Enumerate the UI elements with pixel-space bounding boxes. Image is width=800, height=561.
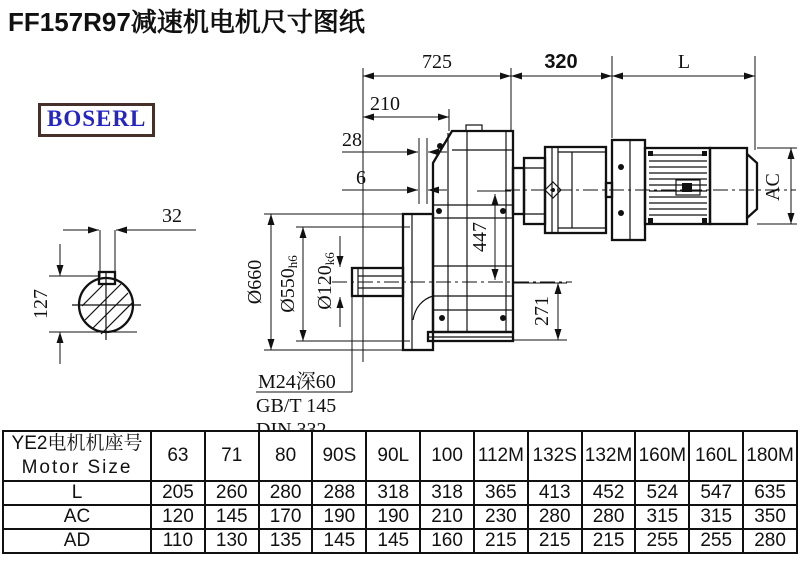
table-cell: 260 [205,481,259,505]
table-cell: 145 [205,505,259,529]
table-cell: 280 [743,529,797,553]
header-cn: YE2电机机座号 [11,433,143,455]
dimension-label-32: 32 [162,205,182,227]
table-cell: 215 [474,529,528,553]
table-row [3,481,797,505]
note-gb-standard: GB/T 145 [256,395,337,417]
dimension-label-6: 6 [356,167,366,189]
row-label-AD: AD [3,529,151,553]
table-cell: 135 [259,529,313,553]
row-label-L: L [3,481,151,505]
row-label-AC: AC [3,505,151,529]
dimension-label-210: 210 [370,93,400,115]
table-cell: 210 [420,505,474,529]
table-cell: 318 [420,481,474,505]
table-cell: 315 [635,505,689,529]
table-cell: 318 [366,481,420,505]
table-cell: 288 [312,481,366,505]
table-header-cell: 63 [151,431,205,481]
table-cell: 635 [743,481,797,505]
table-cell: 280 [528,505,582,529]
table-cell: 315 [689,505,743,529]
dimension-32 [63,205,196,277]
table-cell: 547 [689,481,743,505]
dimension-label-725: 725 [422,51,452,73]
table-header-cell: 160M [635,431,689,481]
dia550-tolerance: h6 [285,255,300,269]
header-en: Motor Size [21,457,133,478]
table-cell: 190 [366,505,420,529]
table-header-cell: 100 [420,431,474,481]
table-row [3,529,797,553]
dimension-label-320: 320 [544,51,578,73]
motor-size-table [2,430,798,554]
table-cell: 190 [312,505,366,529]
table-header-cell: 132S [528,431,582,481]
motor-rear-cap [710,148,747,224]
shaft-section-view [30,205,196,364]
table-cell: 110 [151,529,205,553]
dimension-label-dia660: Ø660 [244,259,266,305]
table-cell: 170 [259,505,313,529]
table-cell: 524 [635,481,689,505]
table-header-motor-size [3,431,151,481]
dia120-value: Ø120 [314,265,336,310]
table-cell: 120 [151,505,205,529]
table-cell: 255 [689,529,743,553]
table-cell: 350 [743,505,797,529]
dimension-annotations [244,51,797,441]
brand-logo-text: BOSERL [47,106,147,131]
table-cell: 365 [474,481,528,505]
table-cell: 205 [151,481,205,505]
dimension-label-L: L [677,51,691,73]
dia120-tolerance: k6 [322,252,337,266]
table-cell: 413 [528,481,582,505]
table-cell: 160 [420,529,474,553]
table-header-cell: 90L [366,431,420,481]
table-cell: 145 [312,529,366,553]
dimension-label-dia120 [314,252,337,310]
table-cell: 280 [582,505,636,529]
dimension-label-AC: AC [762,173,784,201]
table-header-cell: 112M [474,431,528,481]
table-cell: 130 [205,529,259,553]
dimension-label-dia550 [277,255,300,313]
table-header-row [3,431,797,481]
motor-outline [505,140,796,240]
table-header-cell: 132M [582,431,636,481]
table-cell: 230 [474,505,528,529]
table-header-cell: 90S [312,431,366,481]
table-header-cell: 71 [205,431,259,481]
dimension-label-271: 271 [531,296,553,326]
dimension-label-447: 447 [469,222,491,252]
table-cell: 215 [528,529,582,553]
table-cell: 255 [635,529,689,553]
table-row [3,505,797,529]
page-title: FF157R97减速机电机尺寸图纸 [8,7,365,37]
table-header-cell: 180M [743,431,797,481]
dimension-label-127: 127 [30,289,52,319]
dia550-value: Ø550 [277,268,299,313]
note-thread: M24深60 [258,371,336,393]
table-header-cell: 80 [259,431,313,481]
table-header-cell: 160L [689,431,743,481]
table-cell: 215 [582,529,636,553]
table-cell: 280 [259,481,313,505]
table-cell: 145 [366,529,420,553]
table-cell: 452 [582,481,636,505]
dimension-label-28: 28 [342,129,362,151]
